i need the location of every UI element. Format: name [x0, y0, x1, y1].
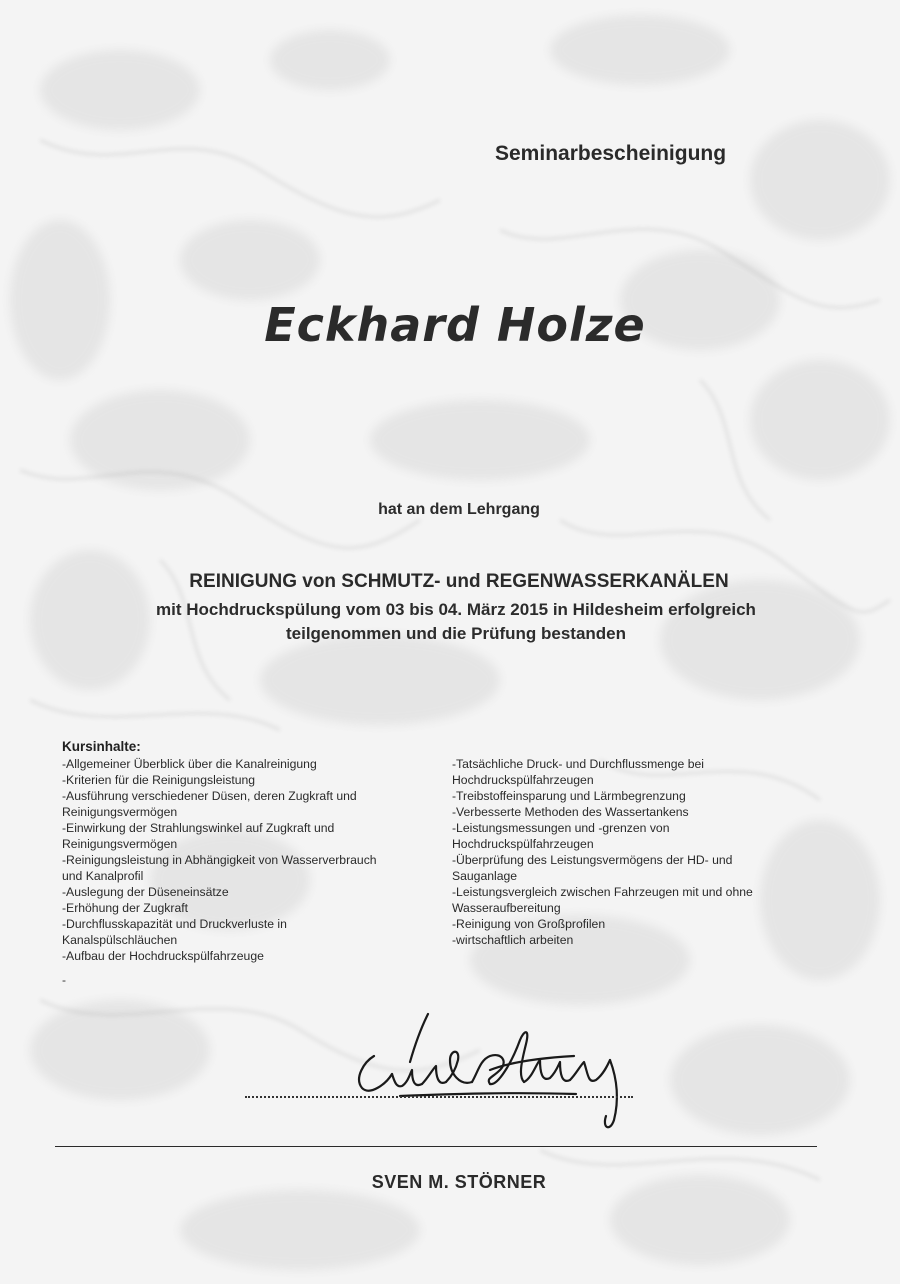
document-type-heading: Seminarbescheinigung: [495, 142, 727, 165]
list-item: Hochdruckspülfahrzeugen: [452, 773, 594, 787]
course-description-line-2: teilgenommen und die Prüfung bestanden: [285, 624, 627, 643]
signature-dotted-line: [245, 1096, 633, 1098]
list-item: -Überprüfung des Leistungsvermögens der HD- und: [452, 853, 733, 867]
signatory-name: SVEN M. STÖRNER: [371, 1172, 547, 1192]
list-item: -Tatsächliche Druck- und Durchflussmenge bei: [452, 757, 704, 771]
list-item: Kanalspülschläuchen: [62, 933, 178, 947]
list-item: -Reinigungsleistung in Abhängigkeit von Wasserverbrauch: [62, 853, 377, 867]
course-contents-right-column: [452, 756, 832, 948]
list-item: Reinigungsvermögen: [62, 805, 178, 819]
horizontal-rule: [55, 1146, 817, 1147]
list-item: -Treibstoffeinsparung und Lärmbegrenzung: [452, 789, 686, 803]
list-item: -Reinigung von Großprofilen: [452, 917, 606, 931]
list-item: -wirtschaftlich arbeiten: [452, 933, 574, 947]
intro-text: hat an dem Lehrgang: [378, 501, 540, 518]
list-item: -Erhöhung der Zugkraft: [62, 901, 189, 915]
course-contents-left-column: [62, 756, 442, 964]
list-item: -Aufbau der Hochdruckspülfahrzeuge: [62, 949, 264, 963]
list-item: -Leistungsvergleich zwischen Fahrzeugen mit und ohne: [452, 885, 753, 899]
list-item: Reinigungsvermögen: [62, 837, 178, 851]
course-contents-heading: Kursinhalte:: [62, 739, 141, 754]
recipient-name: Eckhard Holze: [264, 298, 646, 352]
handwritten-signature: [340, 1000, 640, 1140]
list-item: -Verbesserte Methoden des Wassertankens: [452, 805, 689, 819]
list-item: -Ausführung verschiedener Düsen, deren Zugkraft und: [62, 789, 357, 803]
list-item: -Auslegung der Düseneinsätze: [62, 885, 229, 899]
list-item: -Kriterien für die Reinigungsleistung: [62, 773, 256, 787]
list-item: -Einwirkung der Strahlungswinkel auf Zugkraft und: [62, 821, 335, 835]
list-item: -Leistungsmessungen und -grenzen von: [452, 821, 670, 835]
list-item: -Allgemeiner Überblick über die Kanalreinigung: [62, 757, 317, 771]
list-item: Wasseraufbereitung: [452, 901, 561, 915]
course-description-line-1: mit Hochdruckspülung vom 03 bis 04. März 2015 in Hildesheim erfolgreich: [156, 600, 756, 619]
list-item: Sauganlage: [452, 869, 518, 883]
list-item: -Durchflusskapazität und Druckverluste in: [62, 917, 287, 931]
stray-dash-mark: -: [62, 973, 66, 987]
list-item: und Kanalprofil: [62, 869, 144, 883]
course-title: REINIGUNG von SCHMUTZ- und REGENWASSERKANÄLEN: [189, 571, 729, 592]
list-item: Hochdruckspülfahrzeugen: [452, 837, 594, 851]
